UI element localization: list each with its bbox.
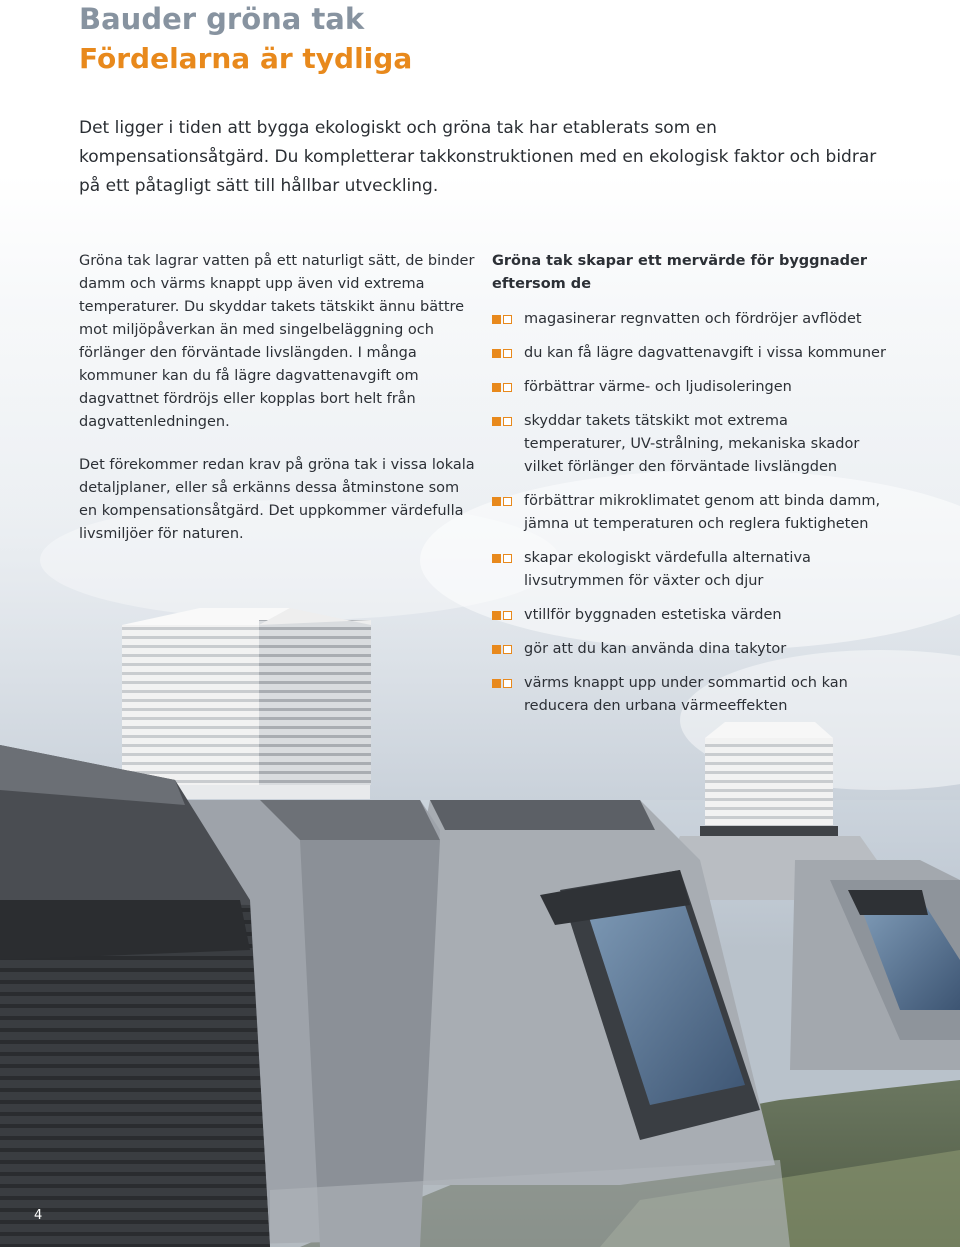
right-column [492, 250, 892, 729]
page-subtitle: Fördelarna är tydliga [79, 42, 413, 75]
left-column [79, 250, 479, 566]
list-item: gör att du kan använda dina takytor [492, 638, 892, 661]
benefits-heading: Gröna tak skapar ett mervärde för byggnader eftersom de [492, 253, 868, 292]
bullet-icon [492, 645, 512, 654]
bullet-icon [492, 497, 512, 506]
benefits-list [492, 308, 892, 718]
list-item: vtillför byggnaden estetiska värden [492, 604, 892, 627]
list-item: du kan få lägre dagvattenavgift i vissa kommuner [492, 342, 892, 365]
bullet-icon [492, 315, 512, 324]
bullet-icon [492, 349, 512, 358]
list-item: förbättrar mikroklimatet genom att binda damm, jämna ut temperaturen och reglera fuktigheten [492, 490, 892, 536]
bullet-icon [492, 554, 512, 563]
list-item: skapar ekologiskt värdefulla alternativa livsutrymmen för växter och djur [492, 547, 892, 593]
list-item: skyddar takets tätskikt mot extrema temperaturer, UV-strålning, mekaniska skador vilket förlänger den förväntade livslängden [492, 410, 892, 479]
list-item: värms knappt upp under sommartid och kan reducera den urbana värmeeffekten [492, 672, 892, 718]
list-item: magasinerar regnvatten och fördröjer avflödet [492, 308, 892, 331]
intro-paragraph: Det ligger i tiden att bygga ekologiskt och gröna tak har etablerats som en kompensationsåtgärd. Du kompletterar takkonstruktionen med en ekologisk faktor och bidrar på ett påtagligt sätt till hållbar utveckling. [79, 118, 877, 196]
body-paragraph-2: Det förekommer redan krav på gröna tak i vissa lokala detaljplaner, eller så erkänns dessa åtminstone som en kompensationsåtgärd. Det uppkommer värdefulla livsmiljöer för naturen. [79, 457, 475, 542]
bullet-icon [492, 611, 512, 620]
bullet-icon [492, 417, 512, 426]
list-item: förbättrar värme- och ljudisoleringen [492, 376, 892, 399]
bullet-icon [492, 679, 512, 688]
page-number: 4 [34, 1208, 43, 1223]
page-title: Bauder gröna tak [79, 2, 365, 36]
body-paragraph-1: Gröna tak lagrar vatten på ett naturligt sätt, de binder damm och värms knappt upp även vid extrema temperaturer. Du skyddar takets tätskikt ännu bättre mot miljöpåverkan än med singelbeläggning och förlänger den förväntade livslängden. I många kommuner kan du få lägre dagvattenavgift om dagvattnet fördröjs eller kopplas bort helt från dagvattenledningen. [79, 253, 475, 430]
bullet-icon [492, 383, 512, 392]
